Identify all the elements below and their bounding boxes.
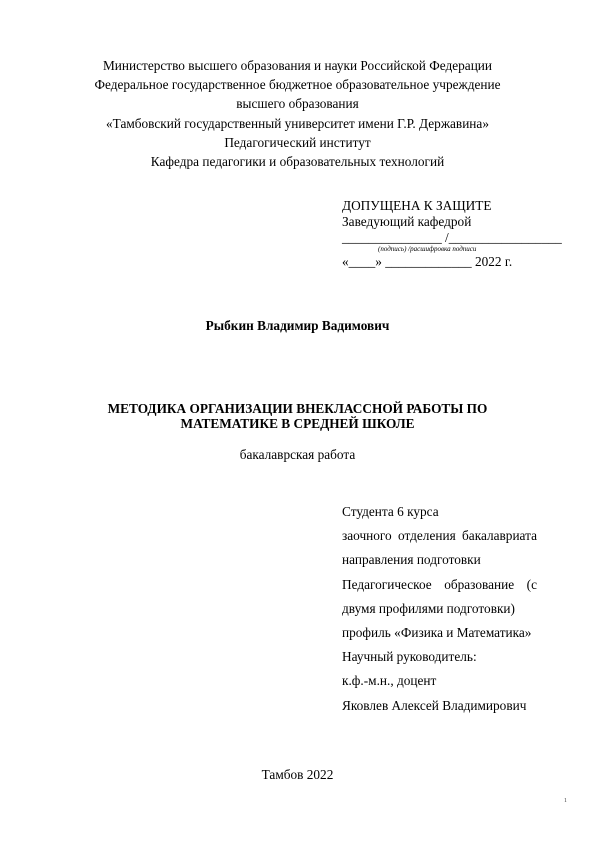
thesis-title-line-1: МЕТОДИКА ОРГАНИЗАЦИИ ВНЕКЛАССНОЙ РАБОТЫ ПО (107, 401, 488, 416)
student-info-block (342, 500, 537, 718)
study-direction: Педагогическое образование (с (342, 576, 537, 592)
supervisor-degree: к.ф.-м.н., доцент (342, 673, 437, 689)
education-level-line: высшего образования (236, 96, 359, 112)
thesis-title (60, 402, 535, 431)
study-profile: профиль «Физика и Математика» (342, 625, 532, 641)
city-year: Тамбов 2022 (261, 767, 334, 782)
approval-stamp: ДОПУЩЕНА К ЗАЩИТЕ (342, 198, 492, 213)
work-type: бакалаврская работа (239, 447, 356, 462)
institution-type-line: Федеральное государственное бюджетное образовательное учреждение (94, 77, 501, 93)
department-line: Кафедра педагогики и образовательных технологий (150, 154, 445, 170)
study-direction-label: направления подготовки (342, 552, 481, 568)
thesis-title-line-2: МАТЕМАТИКЕ В СРЕДНЕЙ ШКОЛЕ (180, 415, 415, 431)
student-course: Студента 6 курса (342, 504, 439, 519)
page-number: 1 (564, 798, 567, 804)
supervisor-label: Научный руководитель: (342, 649, 477, 665)
signature-line: _______________ /_________________ (342, 230, 562, 245)
student-department: заочного отделения бакалавриата (342, 528, 537, 544)
approver-position: Заведующий кафедрой (342, 214, 472, 229)
supervisor-name: Яковлев Алексей Владимирович (342, 697, 527, 713)
institution-header (60, 56, 535, 171)
author-name: Рыбкин Владимир Вадимович (205, 318, 390, 333)
approval-block (342, 198, 562, 270)
institute-line: Педагогический институт (224, 134, 371, 150)
approval-date-line: «____» _____________ 2022 г. (342, 254, 513, 269)
ministry-line: Министерство высшего образования и науки Российской Федерации (102, 58, 493, 73)
university-name-line: «Тамбовский государственный университет имени Г.Р. Державина» (106, 115, 489, 131)
signature-hint: (подпись) /расшифровка подписи (378, 245, 477, 253)
study-direction-continued: двумя профилями подготовки) (342, 600, 515, 616)
